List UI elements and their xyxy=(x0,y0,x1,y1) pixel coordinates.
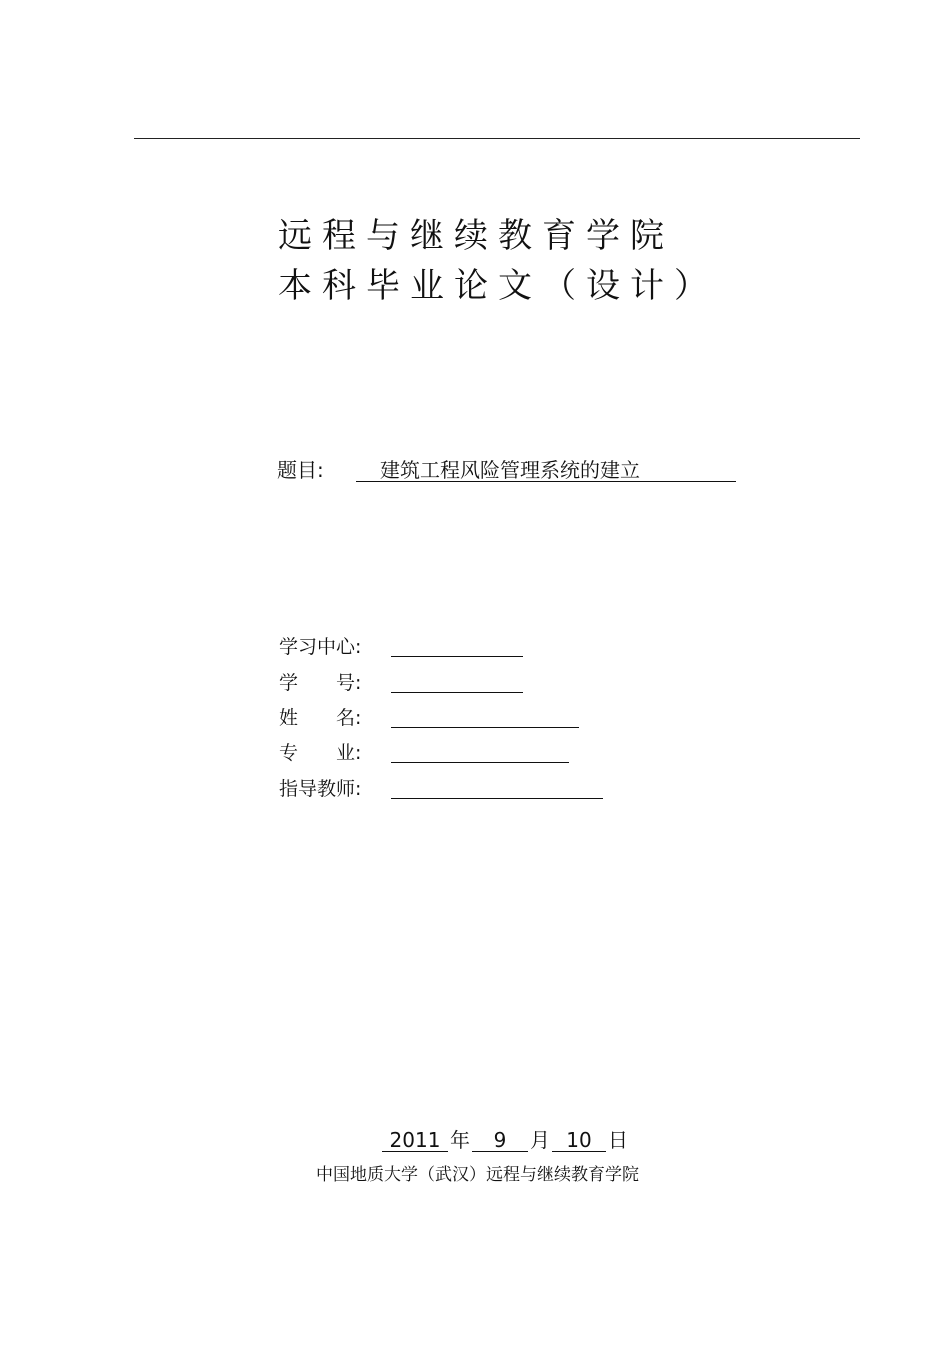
field-advisor xyxy=(279,776,389,802)
top-rule xyxy=(134,138,860,139)
thesis-title: 本科毕业论文（设计） xyxy=(278,266,718,306)
field-underline xyxy=(391,656,523,657)
field-underline xyxy=(391,798,603,799)
date-year: 2011 xyxy=(382,1129,448,1152)
college-title: 远程与继续教育学院 xyxy=(278,216,674,256)
date-day-unit: 日 xyxy=(608,1128,628,1152)
topic-underline xyxy=(356,481,736,482)
field-study-center xyxy=(279,634,389,660)
topic-value: 建筑工程风险管理系统的建立 xyxy=(380,458,640,482)
school-name: 中国地质大学（武汉）远程与继续教育学院 xyxy=(316,1165,639,1185)
field-label: 学习中心: xyxy=(279,636,362,658)
date-month: 9 xyxy=(472,1129,528,1152)
field-student-number xyxy=(279,670,389,696)
date-line xyxy=(382,1126,630,1154)
field-name xyxy=(279,705,389,731)
date-month-unit: 月 xyxy=(530,1128,550,1152)
date-day: 10 xyxy=(552,1129,606,1152)
field-label: 专 业: xyxy=(279,742,362,764)
field-major xyxy=(279,740,389,766)
field-label: 姓 名: xyxy=(279,707,362,729)
field-underline xyxy=(391,762,569,763)
date-year-unit: 年 xyxy=(450,1128,470,1152)
topic-label: 题目: xyxy=(277,458,324,482)
field-underline xyxy=(391,727,579,728)
field-underline xyxy=(391,692,523,693)
field-label: 学 号: xyxy=(279,672,362,694)
field-label: 指导教师: xyxy=(279,778,362,800)
